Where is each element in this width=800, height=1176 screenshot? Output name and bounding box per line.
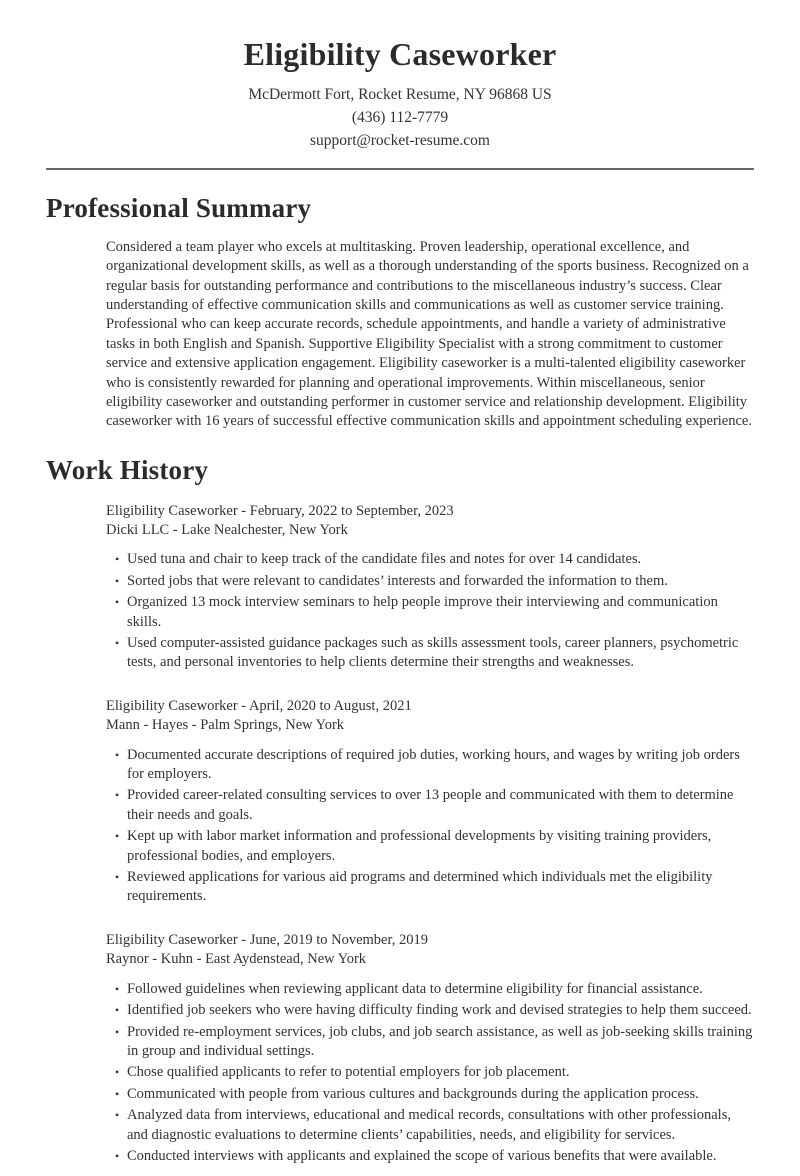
job-bullet: • Communicated with people from various cultures and backgrounds during the application process. — [115, 1085, 754, 1104]
job-title-dates: Eligibility Caseworker - April, 2020 to August, 2021 — [106, 697, 412, 714]
job-bullet: • Used tuna and chair to keep track of the candidate files and notes for over 14 candidates. — [115, 550, 754, 569]
job-entry-2 — [106, 697, 754, 907]
page-title: Eligibility Caseworker — [243, 36, 557, 72]
job-head — [106, 931, 754, 970]
job-company-location: Dicki LLC - Lake Nealchester, New York — [106, 521, 348, 538]
job-entry-1 — [106, 502, 754, 673]
header-divider — [46, 168, 754, 170]
job-bullet: • Reviewed applications for various aid programs and determined which individuals met the eligibility requirements. — [115, 868, 754, 907]
section-professional-summary — [46, 192, 754, 432]
job-bullet: • Documented accurate descriptions of required job duties, working hours, and wages by writing job orders for employers. — [115, 746, 754, 785]
contact-block — [46, 83, 754, 152]
job-bullet: • Organized 13 mock interview seminars to help people improve their interviewing and communication skills. — [115, 593, 754, 632]
section-work-history — [46, 454, 754, 1167]
job-head — [106, 502, 754, 541]
job-company-location: Raynor - Kuhn - East Aydenstead, New York — [106, 951, 367, 968]
resume-header — [46, 34, 754, 152]
job-bullet-list — [106, 980, 754, 1167]
professional-summary-text: Considered a team player who excels at multitasking. Proven leadership, operational excellence, and organizational development skills, as well as a thorough understanding of the sports business. Recognized on a regular basis for outstanding performance and contributions to the miscellaneous industry’s success. Clear understanding of effective communication skills and communications as well as customer service training. Professional who can keep accurate records, schedule appointments, and handle a variety of administrative tasks in both English and Spanish. Supportive Eligibility Specialist with a strong commitment to customer service and extensive application engagement. Eligibility caseworker is a multi-talented eligibility caseworker who is consistently rewarded for planning and operational improvements. Within miscellaneous, senior eligibility caseworker and outstanding performer in customer service and relationship development. Eligibility caseworker with 16 years of successful effective communication skills and appointment scheduling experience. — [106, 238, 752, 430]
job-bullet: • Sorted jobs that were relevant to candidates’ interests and forwarded the information to them. — [115, 572, 754, 591]
job-bullet: • Analyzed data from interviews, educational and medical records, consultations with other professionals, and diagnostic evaluations to determine clients’ capabilities, needs, and eligibility for services. — [115, 1106, 754, 1145]
job-bullet: • Provided re-employment services, job clubs, and job search assistance, as well as job-seeking skills training in group and individual settings. — [115, 1023, 754, 1062]
contact-phone: (436) 112-7779 — [351, 109, 449, 126]
job-title-dates: Eligibility Caseworker - June, 2019 to November, 2019 — [106, 931, 428, 948]
contact-address: McDermott Fort, Rocket Resume, NY 96868 US — [248, 86, 552, 103]
professional-summary-heading: Professional Summary — [46, 193, 312, 223]
work-history-heading: Work History — [46, 454, 209, 485]
job-bullet: • Kept up with labor market information and professional developments by visiting training providers, professional bodies, and employers. — [115, 827, 754, 866]
job-title-dates: Eligibility Caseworker - February, 2022 to September, 2023 — [106, 502, 454, 519]
job-bullet: • Conducted interviews with applicants and explained the scope of various benefits that were available. — [115, 1147, 754, 1166]
contact-email: support@rocket-resume.com — [310, 132, 490, 149]
job-entry-3 — [106, 931, 754, 1166]
job-company-location: Mann - Hayes - Palm Springs, New York — [106, 717, 345, 734]
job-bullet: • Chose qualified applicants to refer to potential employers for job placement. — [115, 1063, 754, 1082]
job-bullet-list — [106, 746, 754, 907]
job-bullet: • Followed guidelines when reviewing applicant data to determine eligibility for financial assistance. — [115, 980, 754, 999]
job-bullet: • Used computer-assisted guidance packages such as skills assessment tools, career planners, psychometric tests, and personal inventories to help clients determine their strengths and weaknesses. — [115, 634, 754, 673]
job-bullet: • Identified job seekers who were having difficulty finding work and devised strategies to help them succeed. — [115, 1001, 754, 1020]
job-bullet: • Provided career-related consulting services to over 13 people and communicated with them to determine their needs and goals. — [115, 786, 754, 825]
job-head — [106, 697, 754, 736]
job-bullet-list — [106, 550, 754, 672]
